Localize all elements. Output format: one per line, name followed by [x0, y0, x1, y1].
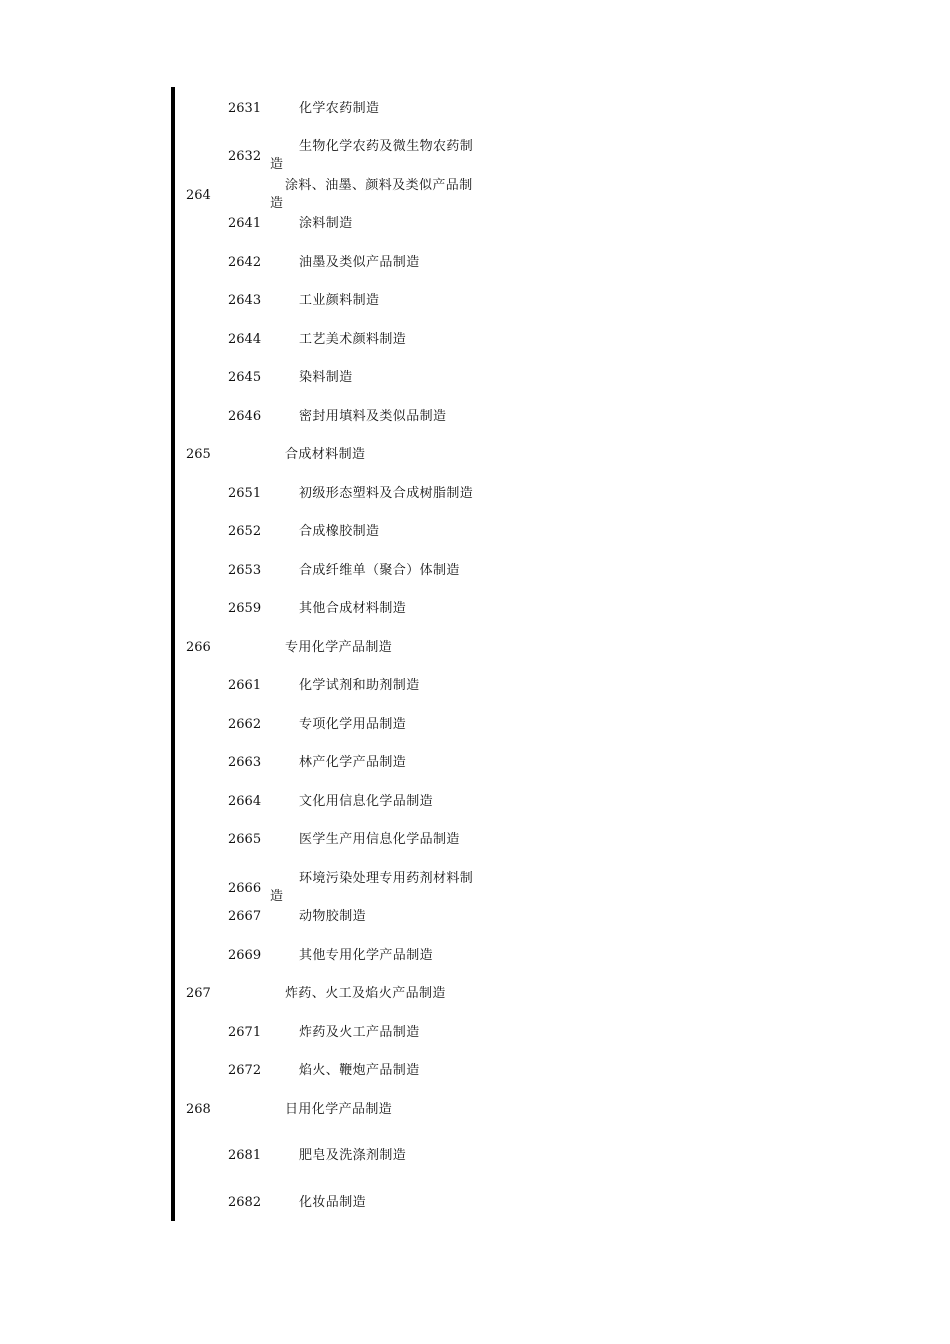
industry-code: 2663	[228, 755, 262, 770]
industry-name: 肥皂及洗涤剂制造	[299, 1148, 407, 1163]
industry-name: 日用化学产品制造	[285, 1102, 393, 1117]
industry-name: 专项化学用品制造	[299, 717, 407, 732]
industry-code: 2632	[228, 149, 262, 164]
industry-code: 2642	[228, 255, 262, 270]
industry-name: 生物化学农药及微生物农药制	[299, 139, 474, 154]
industry-code: 2667	[228, 909, 262, 924]
industry-name: 工业颜料制造	[299, 293, 380, 308]
industry-code: 265	[186, 447, 211, 462]
industry-name: 化学农药制造	[299, 101, 380, 116]
industry-code: 2681	[228, 1148, 262, 1163]
industry-code: 2666	[228, 881, 262, 896]
industry-code: 267	[186, 986, 211, 1001]
industry-code: 2672	[228, 1063, 262, 1078]
industry-code: 2669	[228, 948, 262, 963]
industry-name-continuation: 造	[270, 157, 284, 172]
industry-code: 264	[186, 188, 211, 203]
industry-code: 2644	[228, 332, 262, 347]
industry-name: 林产化学产品制造	[299, 755, 407, 770]
industry-name: 涂料制造	[299, 216, 353, 231]
industry-code: 2661	[228, 678, 262, 693]
industry-code: 2641	[228, 216, 262, 231]
industry-name: 化妆品制造	[299, 1195, 367, 1210]
industry-code: 2671	[228, 1025, 262, 1040]
industry-name: 化学试剂和助剂制造	[299, 678, 420, 693]
industry-name: 动物胶制造	[299, 909, 367, 924]
industry-name: 涂料、油墨、颜料及类似产品制	[285, 178, 473, 193]
industry-name: 染料制造	[299, 370, 353, 385]
industry-code: 2652	[228, 524, 262, 539]
industry-name: 环境污染处理专用药剂材料制	[299, 871, 474, 886]
industry-name: 合成橡胶制造	[299, 524, 380, 539]
industry-name: 合成材料制造	[285, 447, 366, 462]
industry-name: 其他合成材料制造	[299, 601, 407, 616]
industry-name: 工艺美术颜料制造	[299, 332, 407, 347]
industry-name: 焰火、鞭炮产品制造	[299, 1063, 420, 1078]
industry-code: 266	[186, 640, 211, 655]
industry-code: 2665	[228, 832, 262, 847]
industry-code: 2662	[228, 717, 262, 732]
industry-name: 专用化学产品制造	[285, 640, 393, 655]
industry-code: 2646	[228, 409, 262, 424]
industry-code: 2682	[228, 1195, 262, 1210]
industry-code: 2653	[228, 563, 262, 578]
industry-name: 初级形态塑料及合成树脂制造	[299, 486, 474, 501]
industry-code: 2659	[228, 601, 262, 616]
industry-name: 油墨及类似产品制造	[299, 255, 420, 270]
industry-name: 炸药及火工产品制造	[299, 1025, 420, 1040]
industry-name: 炸药、火工及焰火产品制造	[285, 986, 446, 1001]
industry-code: 2631	[228, 101, 262, 116]
industry-name-continuation: 造	[270, 196, 284, 211]
industry-name-continuation: 造	[270, 889, 284, 904]
industry-code: 2645	[228, 370, 262, 385]
left-border-rule	[171, 87, 175, 1221]
industry-name: 其他专用化学产品制造	[299, 948, 434, 963]
industry-code: 2643	[228, 293, 262, 308]
industry-code: 268	[186, 1102, 211, 1117]
industry-name: 医学生产用信息化学品制造	[299, 832, 460, 847]
industry-name: 文化用信息化学品制造	[299, 794, 434, 809]
industry-name: 合成纤维单（聚合）体制造	[299, 563, 460, 578]
industry-code: 2664	[228, 794, 262, 809]
industry-code: 2651	[228, 486, 262, 501]
industry-name: 密封用填料及类似品制造	[299, 409, 447, 424]
